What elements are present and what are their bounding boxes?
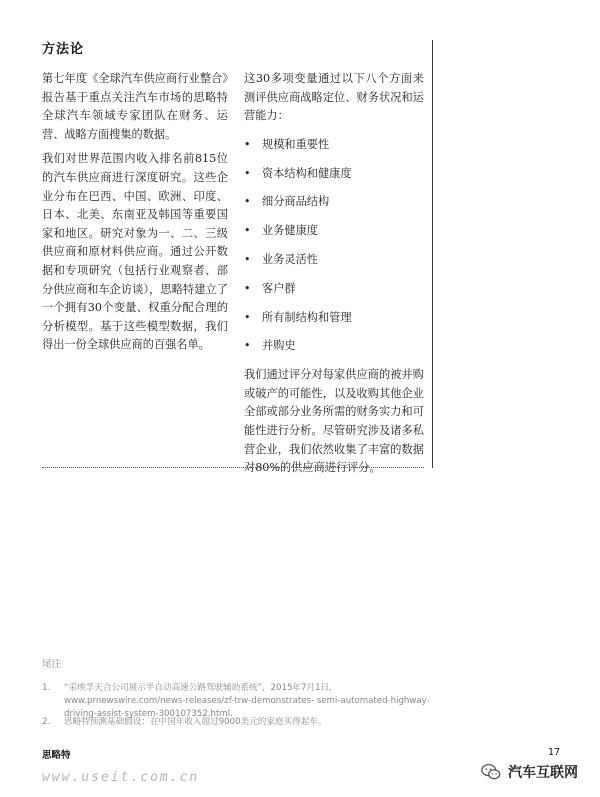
footer-brand: 思略特: [42, 750, 71, 761]
watermark-brand-text: 汽车互联网: [508, 765, 578, 781]
criteria-list: [244, 136, 424, 366]
criteria-item: • 业务灵活性: [244, 251, 424, 280]
column-divider: [432, 40, 433, 468]
watermark-brand: [480, 760, 578, 784]
section-heading: 方法论: [42, 42, 85, 57]
watermark-url: www.useit.com.cn: [42, 770, 200, 785]
endnotes-title: 尾注: [42, 659, 62, 670]
right-column: [244, 70, 424, 484]
dotted-divider: [42, 467, 424, 468]
left-paragraph-1: 第七年度《全球汽车供应商行业整合》报告基于重点关注汽车市场的思略特全球汽车领域专家团队在财务、运营、战略方面搜集的数据。: [42, 72, 228, 141]
endnote-text: “采埃孚天合公司展示半自动高速公路驾驶辅助系统”，2015年7月1日, www.prnewswire.com/news-releases/zf-trw-demonstrates- semi-automated-highway-driving-assist-system-300107352.html.: [64, 683, 430, 719]
criteria-item: • 客户群: [244, 280, 424, 309]
criteria-item: • 细分商品结构: [244, 193, 424, 222]
page-number: 17: [548, 747, 561, 758]
wechat-icon: [480, 761, 502, 783]
right-closing: 我们通过评分对每家供应商的被并购或破产的可能性，以及收购其他企业全部或部分业务所需的财务实力和可能性进行分析。尽管研究涉及诸多私营企业，我们依然收集了丰富的数据对80%的供应商进行评分。: [244, 368, 424, 475]
criteria-item: • 所有制结构和管理: [244, 309, 424, 338]
criteria-item: • 并购史: [244, 337, 424, 366]
criteria-item: • 规模和重要性: [244, 136, 424, 165]
endnote-text: 思略特预测基础假设：在中国年收入超过9000美元的家庭买得起车。: [64, 717, 327, 727]
criteria-item: • 资本结构和健康度: [244, 165, 424, 194]
left-paragraph-2: 我们对世界范围内收入排名前815位的汽车供应商进行深度研究。这些企业分布在巴西、中国、欧洲、印度、日本、北美、东南亚及韩国等重要国家和地区。研究对象为一、二、三级供应商和原材料供应商。通过公开数据和专项研究（包括行业观察者、部分供应商和车企访谈），思略特建立了一个拥有30个变量、权重分配合理的分析模型。基于这些模型数据，我们得出一份全球供应商的百强名单。: [42, 152, 228, 352]
left-column: [42, 70, 228, 361]
criteria-item: • 业务健康度: [244, 222, 424, 251]
endnote-number: 2.: [42, 717, 51, 727]
right-intro: 这30多项变量通过以下八个方面来测评供应商战略定位、财务状况和运营能力：: [244, 72, 424, 123]
endnote-number: 1.: [42, 683, 51, 693]
